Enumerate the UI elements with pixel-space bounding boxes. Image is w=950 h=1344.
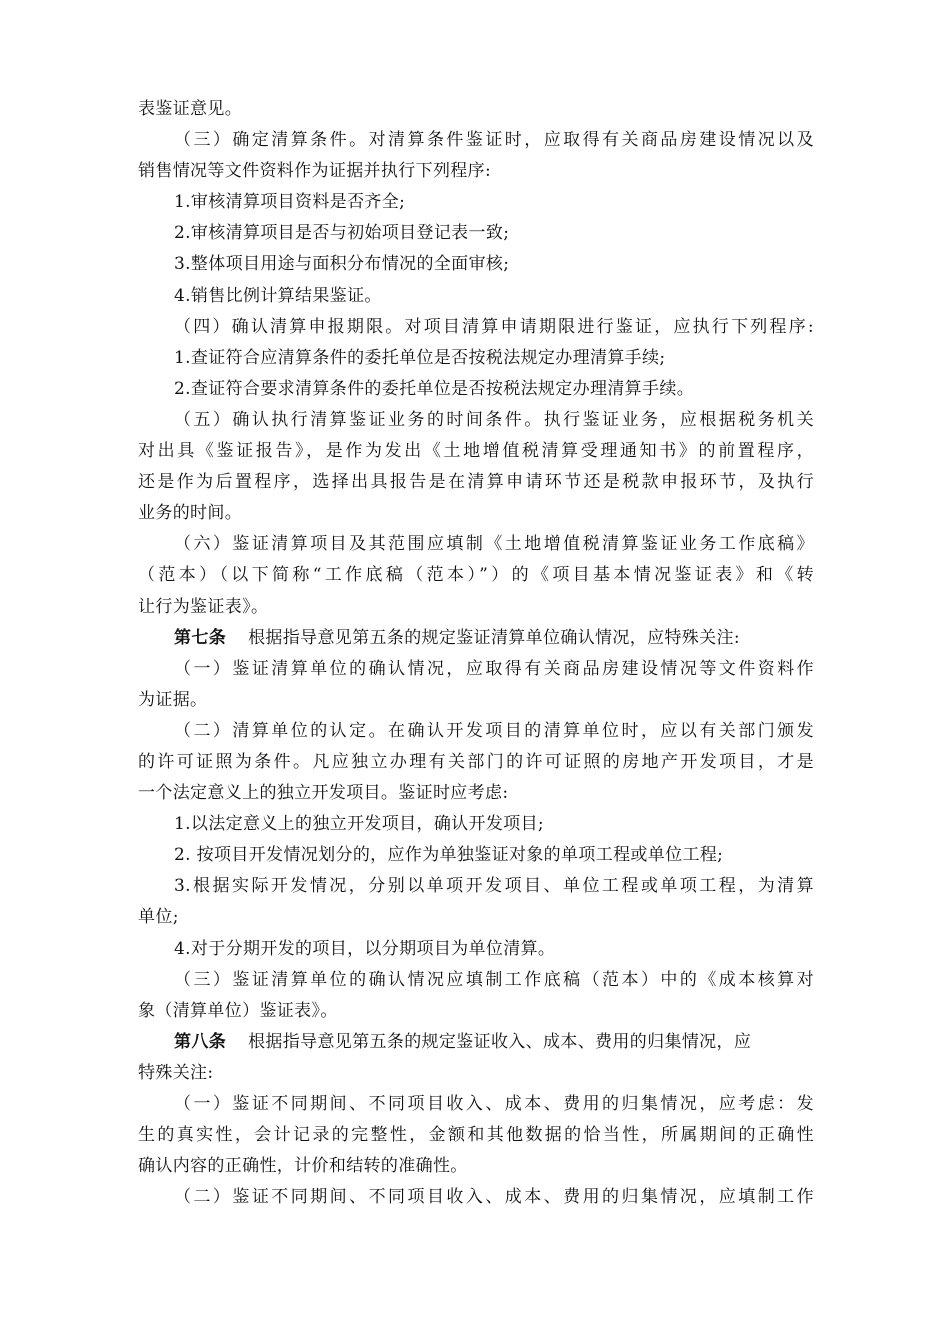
text-line: 3.根据实际开发情况，分别以单项开发项目、单位工程或单项工程，为清算	[174, 876, 814, 897]
text-line: 4.销售比例计算结果鉴证。	[174, 285, 382, 306]
text-line: 3.整体项目用途与面积分布情况的全面审核;	[174, 254, 510, 275]
text-line: 2.审核清算项目是否与初始项目登记表一致;	[174, 223, 510, 244]
text-line: 生的真实性，会计记录的完整性，金额和其他数据的恰当性，所属期间的正确性	[138, 1125, 814, 1146]
text-line: 1.审核清算项目资料是否齐全;	[174, 192, 406, 213]
article-7-line	[138, 623, 814, 654]
text-line: 2.查证符合要求清算条件的委托单位是否按税法规定办理清算手续。	[174, 378, 695, 399]
article-8-heading: 第八条	[174, 1031, 227, 1052]
document-page	[138, 94, 814, 1213]
article-8-line	[138, 1027, 814, 1058]
text-line: 销售情况等文件资料作为证据并执行下列程序:	[138, 161, 492, 182]
text-line: （三）确定清算条件。对清算条件鉴证时，应取得有关商品房建设情况以及	[174, 130, 814, 151]
text-line: （四）确认清算申报期限。对项目清算申请期限进行鉴证，应执行下列程序:	[174, 316, 814, 337]
text-line: 为证据。	[138, 689, 208, 710]
text-line: 单位;	[138, 907, 179, 928]
text-line: （六）鉴证清算项目及其范围应填制《土地增值税清算鉴证业务工作底稿》	[174, 534, 814, 555]
text-line: 业务的时间。	[138, 503, 243, 524]
article-7-text: 根据指导意见第五条的规定鉴证清算单位确认情况，应特殊关注:	[248, 627, 740, 648]
text-line: 1.以法定意义上的独立开发项目，确认开发项目;	[174, 814, 544, 835]
text-line: 象（清算单位）鉴证表》。	[138, 1000, 338, 1021]
text-line: （二）清算单位的认定。在确认开发项目的清算单位时，应以有关部门颁发	[174, 720, 814, 741]
text-line: （范本）（以下简称“工作底稿（范本）”）的《项目基本情况鉴证表》和《转	[138, 565, 814, 586]
article-8-text: 根据指导意见第五条的规定鉴证收入、成本、费用的归集情况，应	[248, 1031, 752, 1052]
text-line: （一）鉴证不同期间、不同项目收入、成本、费用的归集情况，应考虑：发	[174, 1094, 814, 1114]
text-line: 1.查证符合应清算条件的委托单位是否按税法规定办理清算手续;	[174, 347, 666, 368]
text-line: 确认内容的正确性，计价和结转的准确性。	[138, 1156, 468, 1177]
text-line: 特殊关注:	[138, 1062, 214, 1083]
text-line: （三）鉴证清算单位的确认情况应填制工作底稿（范本）中的《成本核算对	[174, 969, 814, 990]
article-7-heading: 第七条	[174, 627, 227, 648]
text-line: 让行为鉴证表》。	[138, 596, 269, 617]
text-line: （一）鉴证清算单位的确认情况，应取得有关商品房建设情况等文件资料作	[174, 658, 814, 679]
text-line: 还是作为后置程序，选择出具报告是在清算申请环节还是税款申报环节，及执行	[138, 472, 814, 493]
text-line: 对出具《鉴证报告》，是作为发出《土地增值税清算受理通知书》的前置程序，	[138, 441, 814, 462]
text-line: 表鉴证意见。	[138, 99, 243, 119]
text-line: 一个法定意义上的独立开发项目。鉴证时应考虑:	[138, 783, 509, 804]
text-line: 的许可证照为条件。凡应独立办理有关部门的许可证照的房地产开发项目，才是	[138, 751, 814, 772]
text-line: 2. 按项目开发情况划分的，应作为单独鉴证对象的单项工程或单位工程;	[174, 845, 724, 866]
text-line: 4.对于分期开发的项目，以分期项目为单位清算。	[174, 938, 556, 959]
text-line: （五）确认执行清算鉴证业务的时间条件。执行鉴证业务，应根据税务机关	[174, 409, 814, 430]
text-line: （二）鉴证不同期间、不同项目收入、成本、费用的归集情况，应填制工作	[174, 1187, 814, 1208]
